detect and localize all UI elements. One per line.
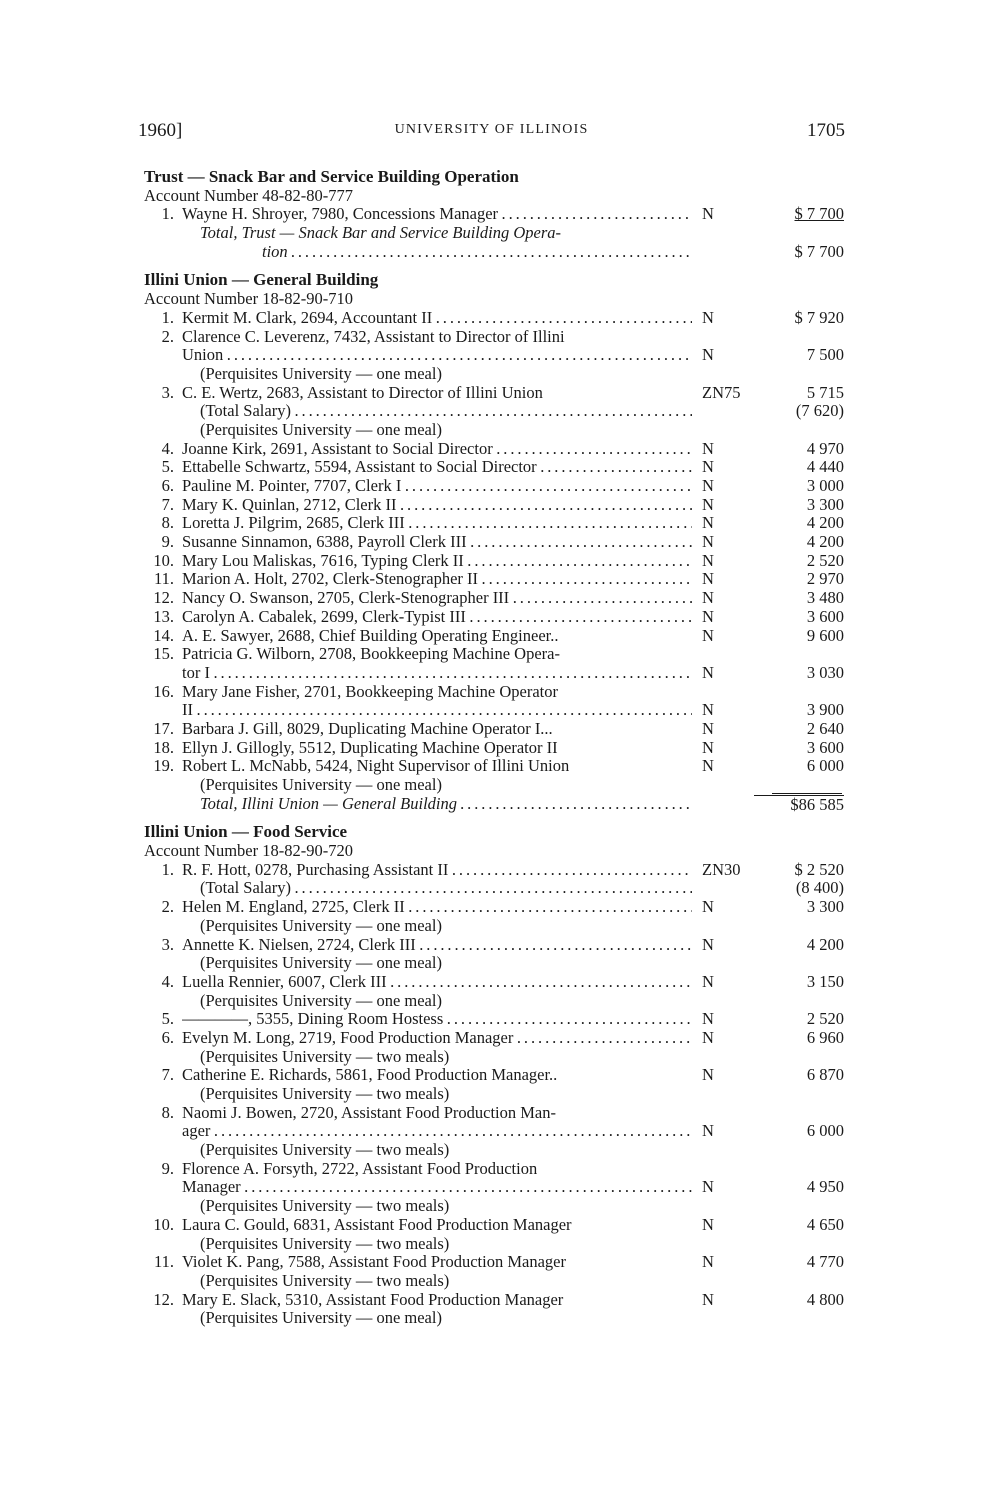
item-number: 5. — [161, 1009, 174, 1029]
list-item — [144, 1253, 844, 1272]
detail-text: tor I . . . — [182, 664, 692, 683]
employee-description: Loretta J. Pilgrim, 2685, Clerk III . . . — [182, 514, 692, 533]
appointment-code: N — [702, 700, 714, 720]
detail-text: II . . . — [182, 701, 692, 720]
detail-text: Union . . . — [182, 346, 692, 365]
appointment-code: N — [702, 345, 714, 365]
employee-description: Kermit M. Clark, 2694, Accountant II . . . — [182, 309, 692, 328]
detail-line — [144, 1235, 844, 1254]
item-number: 7. — [161, 494, 174, 514]
item-number: 12. — [153, 588, 174, 608]
account-number: Account Number 18-82-90-710 — [144, 289, 353, 309]
list-item — [144, 1216, 844, 1235]
item-number: 6. — [161, 1027, 174, 1047]
list-item — [144, 936, 844, 955]
detail-line — [144, 776, 844, 795]
list-item — [144, 328, 844, 347]
list-item — [144, 645, 844, 664]
list-item — [144, 533, 844, 552]
employee-description: Patricia G. Wilborn, 2708, Bookkeeping Machine Opera- — [182, 644, 560, 664]
employee-description: Helen M. England, 2725, Clerk II . . . — [182, 898, 692, 917]
detail-text: (Perquisites University — two meals) — [200, 1084, 450, 1103]
employee-description: C. E. Wertz, 2683, Assistant to Director of Illini Union — [182, 382, 543, 402]
list-item — [144, 570, 844, 589]
detail-text: (Perquisites University — two meals) — [200, 1270, 450, 1290]
salary-amount: $ 7 700 — [794, 241, 844, 261]
section-heading: Trust — Snack Bar and Service Building Operation — [144, 167, 519, 186]
appointment-code: N — [702, 971, 714, 991]
employee-description: Annette K. Nielsen, 2724, Clerk III . . . — [182, 936, 692, 955]
salary-amount: 4 650 — [806, 1214, 844, 1234]
item-number: 19. — [153, 756, 174, 776]
list-item — [144, 458, 844, 477]
detail-text: (Perquisites University — two meals) — [200, 1233, 450, 1253]
item-number: 8. — [161, 513, 174, 533]
appointment-code: N — [702, 1027, 714, 1047]
salary-amount: (8 400) — [795, 878, 844, 898]
page-number: 1705 — [807, 120, 845, 141]
item-number: 7. — [161, 1065, 174, 1085]
detail-line — [144, 1272, 844, 1291]
employee-description: Florence A. Forsyth, 2722, Assistant Food Production — [182, 1158, 538, 1178]
item-number: 12. — [153, 1289, 174, 1309]
appointment-code: N — [702, 569, 714, 589]
employee-description: Clarence C. Leverenz, 7432, Assistant to Director of Illini — [182, 326, 565, 346]
detail-line — [144, 421, 844, 440]
item-number: 10. — [153, 1214, 174, 1234]
salary-amount: 4 770 — [806, 1252, 844, 1272]
detail-text: (Perquisites University — one meal) — [200, 775, 442, 794]
salary-amount: 3 300 — [806, 897, 844, 917]
item-number: 16. — [153, 681, 174, 701]
item-number: 18. — [153, 737, 174, 757]
list-item — [144, 205, 844, 224]
list-item — [144, 477, 844, 496]
item-number: 1. — [161, 204, 174, 224]
detail-line — [144, 1309, 844, 1328]
employee-description: Violet K. Pang, 7588, Assistant Food Production Manager — [182, 1252, 566, 1272]
appointment-code: N — [702, 1177, 714, 1197]
salary-amount: 4 200 — [806, 934, 844, 954]
list-item — [144, 309, 844, 328]
account-number: Account Number 48-82-80-777 — [144, 185, 353, 205]
appointment-code: N — [702, 737, 714, 757]
salary-amount: 5 715 — [806, 382, 844, 402]
salary-amount: 3 600 — [806, 606, 844, 626]
detail-text: Manager . . . — [182, 1178, 692, 1197]
list-item — [144, 683, 844, 702]
list-item — [144, 627, 844, 646]
appointment-code: N — [702, 588, 714, 608]
appointment-code: N — [702, 756, 714, 776]
item-number: 3. — [161, 382, 174, 402]
employee-description: Luella Rennier, 6007, Clerk III . . . — [182, 973, 692, 992]
detail-line — [144, 992, 844, 1011]
detail-text: ager . . . — [182, 1122, 692, 1141]
list-item — [144, 898, 844, 917]
salary-amount: $86 585 — [754, 795, 844, 815]
item-number: 11. — [153, 1252, 174, 1272]
item-number: 8. — [161, 1102, 174, 1122]
total-label: tion . . . — [262, 243, 692, 262]
appointment-code: N — [702, 550, 714, 570]
total-label: Total, Trust — Snack Bar and Service Building Opera- — [200, 223, 562, 243]
employee-description: Pauline M. Pointer, 7707, Clerk I . . . — [182, 477, 692, 496]
item-number: 6. — [161, 476, 174, 495]
list-item — [144, 1010, 844, 1029]
salary-amount: 2 640 — [806, 718, 844, 738]
salary-amount: 3 000 — [806, 476, 844, 495]
appointment-code: N — [702, 204, 714, 224]
salary-amount: 2 520 — [806, 550, 844, 570]
employee-description: Mary Jane Fisher, 2701, Bookkeeping Machine Operator — [182, 681, 558, 701]
salary-amount: 3 030 — [806, 662, 844, 682]
detail-line — [144, 954, 844, 973]
detail-text: (Perquisites University — one meal) — [200, 1308, 442, 1328]
item-number: 3. — [161, 934, 174, 954]
employee-description: Barbara J. Gill, 8029, Duplicating Machine Operator I... — [182, 718, 553, 738]
detail-line — [144, 879, 844, 898]
salary-amount: 4 440 — [806, 457, 844, 477]
list-item — [144, 514, 844, 533]
list-item — [144, 757, 844, 776]
appointment-code: N — [702, 606, 714, 626]
employee-description: Susanne Sinnamon, 6388, Payroll Clerk III . . . — [182, 533, 692, 552]
employee-description: Mary K. Quinlan, 2712, Clerk II . . . — [182, 496, 692, 515]
salary-amount: 7 500 — [806, 345, 844, 365]
list-item — [144, 1291, 844, 1310]
appointment-code: N — [702, 1214, 714, 1234]
section-heading: Illini Union — Food Service — [144, 822, 348, 842]
item-number: 9. — [161, 1158, 174, 1178]
employee-description: ————, 5355, Dining Room Hostess . . . — [182, 1010, 692, 1029]
appointment-code: ZN75 — [702, 382, 741, 402]
item-number: 15. — [153, 644, 174, 664]
list-item — [144, 739, 844, 758]
employee-description: Laura C. Gould, 6831, Assistant Food Production Manager — [182, 1214, 572, 1234]
item-number: 5. — [161, 457, 174, 477]
appointment-code: N — [702, 1065, 714, 1085]
salary-amount: 3 480 — [806, 588, 844, 608]
detail-line — [144, 402, 844, 421]
year-marker: 1960] — [138, 120, 183, 141]
employee-description: Naomi J. Bowen, 2720, Assistant Food Production Man- — [182, 1102, 556, 1122]
salary-amount: 4 950 — [806, 1177, 844, 1197]
list-item — [144, 1066, 844, 1085]
item-number: 9. — [161, 532, 174, 552]
total-label: Total, Illini Union — General Building . . . — [200, 795, 692, 814]
employee-description: A. E. Sawyer, 2688, Chief Building Operating Engineer.. — [182, 625, 559, 645]
detail-line — [144, 1048, 844, 1067]
item-number: 4. — [161, 971, 174, 991]
detail-text: (Perquisites University — one meal) — [200, 953, 442, 973]
item-number: 11. — [153, 569, 174, 589]
salary-amount: 4 200 — [806, 532, 844, 552]
appointment-code: ZN30 — [702, 859, 741, 879]
detail-line — [144, 1085, 844, 1104]
detail-text: (Perquisites University — two meals) — [200, 1140, 450, 1160]
salary-amount: 4 800 — [806, 1289, 844, 1309]
item-number: 4. — [161, 438, 174, 458]
appointment-code: N — [702, 494, 714, 514]
detail-text: (Perquisites University — one meal) — [200, 915, 442, 935]
item-number: 2. — [161, 326, 174, 346]
appointment-code: N — [702, 1289, 714, 1309]
salary-amount: $ 7 920 — [794, 307, 844, 327]
appointment-code: N — [702, 513, 714, 533]
appointment-code: N — [702, 476, 714, 495]
appointment-code: N — [702, 532, 714, 552]
item-number: 1. — [161, 307, 174, 327]
salary-amount: 4 200 — [806, 513, 844, 533]
item-number: 10. — [153, 550, 174, 570]
appointment-code: N — [702, 718, 714, 738]
appointment-code: N — [702, 662, 714, 682]
salary-amount: 3 300 — [806, 494, 844, 514]
employee-description: Catherine E. Richards, 5861, Food Production Manager.. — [182, 1065, 558, 1085]
detail-line — [144, 1141, 844, 1160]
salary-amount: 2 970 — [806, 569, 844, 589]
detail-text: (Perquisites University — two meals) — [200, 1196, 450, 1216]
detail-line — [144, 1122, 844, 1141]
detail-text: (Total Salary) . . . — [200, 879, 692, 898]
detail-text: (Perquisites University — one meal) — [200, 419, 442, 439]
employee-description: Carolyn A. Cabalek, 2699, Clerk-Typist III . . . — [182, 608, 692, 627]
item-number: 1. — [161, 859, 174, 879]
appointment-code: N — [702, 1009, 714, 1029]
employee-description: Nancy O. Swanson, 2705, Clerk-Stenographer III . . . — [182, 589, 692, 608]
salary-amount: 3 900 — [806, 700, 844, 720]
list-item — [144, 608, 844, 627]
salary-amount: 3 600 — [806, 737, 844, 757]
employee-description: Robert L. McNabb, 5424, Night Supervisor of Illini Union — [182, 756, 570, 776]
item-number: 13. — [153, 606, 174, 626]
list-item — [144, 384, 844, 403]
item-number: 2. — [161, 897, 174, 917]
section-heading: Illini Union — General Building — [144, 270, 379, 290]
list-item — [144, 589, 844, 608]
detail-line — [144, 664, 844, 683]
salary-amount: 6 960 — [806, 1027, 844, 1047]
employee-description: Ettabelle Schwartz, 5594, Assistant to Social Director . . . — [182, 458, 692, 477]
appointment-code: N — [702, 934, 714, 954]
appointment-code: N — [702, 1252, 714, 1272]
appointment-code: N — [702, 307, 714, 327]
appointment-code: N — [702, 897, 714, 917]
detail-line — [144, 1197, 844, 1216]
salary-amount: $ 7 700 — [794, 204, 844, 224]
employee-description: Mary E. Slack, 5310, Assistant Food Production Manager — [182, 1289, 564, 1309]
list-item — [144, 1160, 844, 1179]
appointment-code: N — [702, 457, 714, 477]
running-head — [138, 120, 845, 144]
total-line — [144, 224, 844, 243]
detail-line — [144, 365, 844, 384]
salary-amount: (7 620) — [795, 401, 844, 421]
employee-description: Ellyn J. Gillogly, 5512, Duplicating Machine Operator II — [182, 737, 558, 757]
salary-amount: 6 000 — [806, 1121, 844, 1141]
item-number: 14. — [153, 625, 174, 645]
budget-listing — [144, 168, 844, 1328]
list-item — [144, 440, 844, 459]
list-item — [144, 720, 844, 739]
salary-amount: 2 520 — [806, 1009, 844, 1029]
salary-amount: 4 970 — [806, 438, 844, 458]
account-number: Account Number 18-82-90-720 — [144, 841, 353, 861]
salary-amount: $ 2 520 — [794, 859, 844, 879]
list-item — [144, 1029, 844, 1048]
salary-amount: 3 150 — [806, 971, 844, 991]
employee-description: Mary Lou Maliskas, 7616, Typing Clerk II . . . — [182, 552, 692, 571]
list-item — [144, 861, 844, 880]
employee-description: Wayne H. Shroyer, 7980, Concessions Manager . . . — [182, 205, 692, 224]
appointment-code: N — [702, 625, 714, 645]
appointment-code: N — [702, 438, 714, 458]
employee-description: R. F. Hott, 0278, Purchasing Assistant II . . . — [182, 861, 692, 880]
institution-name: UNIVERSITY OF ILLINOIS — [394, 122, 589, 137]
employee-description: Marion A. Holt, 2702, Clerk-Stenographer II . . . — [182, 570, 692, 589]
detail-text: (Perquisites University — two meals) — [200, 1046, 450, 1066]
salary-amount: 6 870 — [806, 1065, 844, 1085]
list-item — [144, 552, 844, 571]
appointment-code: N — [702, 1121, 714, 1141]
list-item — [144, 1104, 844, 1123]
detail-line — [144, 346, 844, 365]
detail-text: (Perquisites University — one meal) — [200, 990, 442, 1010]
salary-amount: 6 000 — [806, 756, 844, 776]
detail-text: (Total Salary) . . . — [200, 402, 692, 421]
employee-description: Joanne Kirk, 2691, Assistant to Social Director . . . — [182, 440, 692, 459]
list-item — [144, 496, 844, 515]
total-line — [144, 795, 844, 814]
total-line — [144, 243, 844, 262]
detail-text: (Perquisites University — one meal) — [200, 363, 442, 383]
item-number: 17. — [153, 718, 174, 738]
detail-line — [144, 701, 844, 720]
list-item — [144, 973, 844, 992]
detail-line — [144, 917, 844, 936]
salary-amount: 9 600 — [806, 625, 844, 645]
detail-line — [144, 1178, 844, 1197]
employee-description: Evelyn M. Long, 2719, Food Production Manager . . . — [182, 1029, 692, 1048]
